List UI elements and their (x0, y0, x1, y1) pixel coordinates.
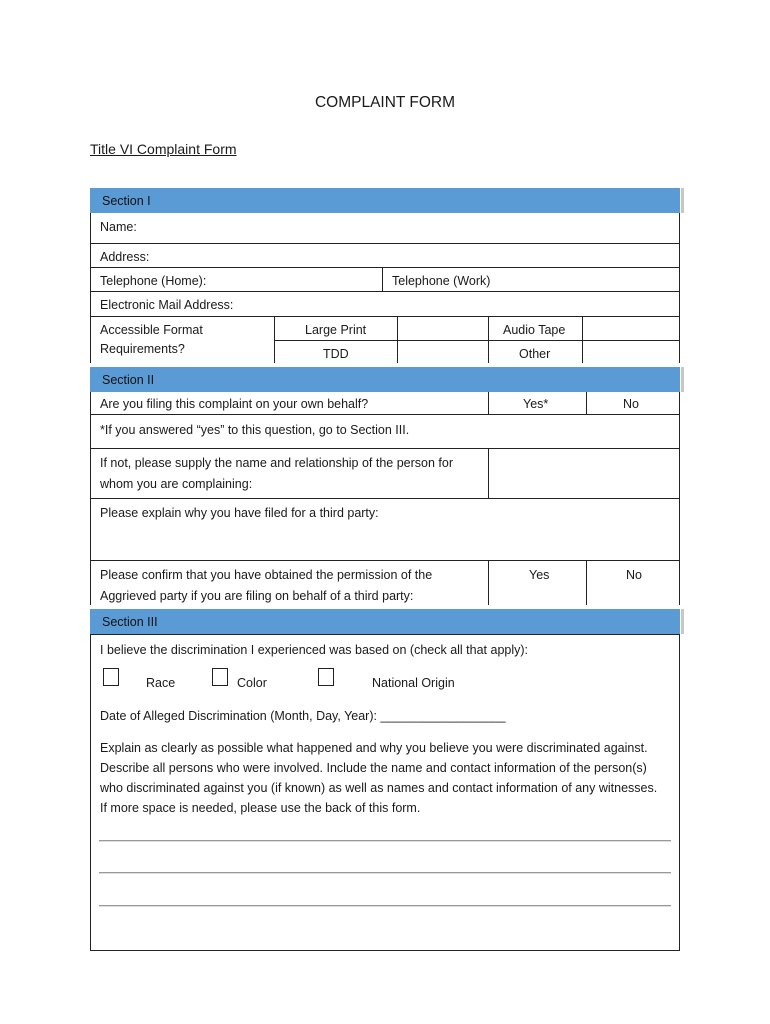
discrimination-basis-label: I believe the discrimination I experienced was based on (check all that apply): (100, 643, 529, 657)
large-print-label: Large Print (305, 323, 367, 337)
color-label: Color (237, 676, 267, 690)
national-origin-label: National Origin (372, 676, 455, 690)
header-shadow (681, 609, 684, 634)
accessible-label-2: Requirements? (100, 342, 185, 356)
section-2-header (90, 367, 680, 392)
col-divider (274, 316, 275, 363)
col-divider (488, 448, 489, 498)
yes-star-label: Yes* (523, 397, 549, 411)
address-label: Address: (100, 250, 150, 264)
race-label: Race (146, 676, 176, 690)
row-divider (91, 243, 679, 244)
col-divider (582, 316, 583, 363)
header-shadow (681, 367, 684, 392)
confirm-line-1: Please confirm that you have obtained the permission of the (100, 568, 433, 582)
color-checkbox[interactable] (212, 668, 228, 686)
row-divider (91, 316, 679, 317)
row-divider (91, 560, 679, 561)
section-3-title: Section III (102, 615, 158, 629)
col-divider (488, 316, 489, 363)
explain-line-1: Explain as clearly as possible what happened and why you believe you were discriminated against. (100, 741, 648, 755)
row-divider (275, 340, 679, 341)
tel-home-label: Telephone (Home): (100, 274, 207, 288)
col-divider (488, 560, 489, 605)
section-1-table (90, 213, 680, 363)
header-shadow (681, 188, 684, 213)
col-divider (382, 267, 383, 291)
tdd-label: TDD (323, 347, 349, 361)
section-3-header (90, 609, 680, 634)
col-divider (397, 316, 398, 363)
accessible-label: Accessible Format (100, 323, 203, 337)
confirm-line-2: Aggrieved party if you are filing on behalf of a third party: (100, 589, 414, 603)
writing-line[interactable] (99, 905, 671, 906)
email-label: Electronic Mail Address: (100, 298, 234, 312)
section-2-title: Section II (102, 373, 155, 387)
row-divider (91, 267, 679, 268)
row-divider (91, 498, 679, 499)
name-label: Name: (100, 220, 137, 234)
no-label: No (623, 397, 639, 411)
row-divider (91, 414, 679, 415)
national-origin-checkbox[interactable] (318, 668, 334, 686)
explain-line-3: who discriminated against you (if known) as well as names and contact information of any witnesses. (100, 781, 658, 795)
if-not-line-2: whom you are complaining: (100, 477, 253, 491)
section-3-box (90, 634, 680, 951)
explain-line-4: If more space is needed, please use the back of this form. (100, 801, 421, 815)
row-divider (91, 291, 679, 292)
col-divider (586, 392, 587, 414)
writing-line[interactable] (99, 840, 671, 841)
section-1-title: Section I (102, 194, 151, 208)
audio-tape-label: Audio Tape (503, 323, 566, 337)
confirm-no-label: No (626, 568, 642, 582)
explain-third-party: Please explain why you have filed for a third party: (100, 506, 379, 520)
own-behalf-question: Are you filing this complaint on your own behalf? (100, 397, 369, 411)
tel-work-label: Telephone (Work) (392, 274, 491, 288)
section-2-table (90, 392, 680, 605)
date-of-discrimination-field[interactable]: Date of Alleged Discrimination (Month, Day, Year): __________________ (100, 709, 506, 723)
writing-line[interactable] (99, 872, 671, 873)
page-title: COMPLAINT FORM (314, 94, 456, 111)
col-divider (586, 560, 587, 605)
section-1-header (90, 188, 680, 213)
row-divider (91, 448, 679, 449)
other-label: Other (519, 347, 551, 361)
if-not-line-1: If not, please supply the name and relationship of the person for (100, 456, 454, 470)
if-yes-note: *If you answered “yes” to this question, go to Section III. (100, 423, 410, 437)
confirm-yes-label: Yes (529, 568, 550, 582)
explain-line-2: Describe all persons who were involved. Include the name and contact information of the person(s) (100, 761, 647, 775)
col-divider (488, 392, 489, 414)
race-checkbox[interactable] (103, 668, 119, 686)
form-subtitle: Title VI Complaint Form (90, 141, 237, 157)
